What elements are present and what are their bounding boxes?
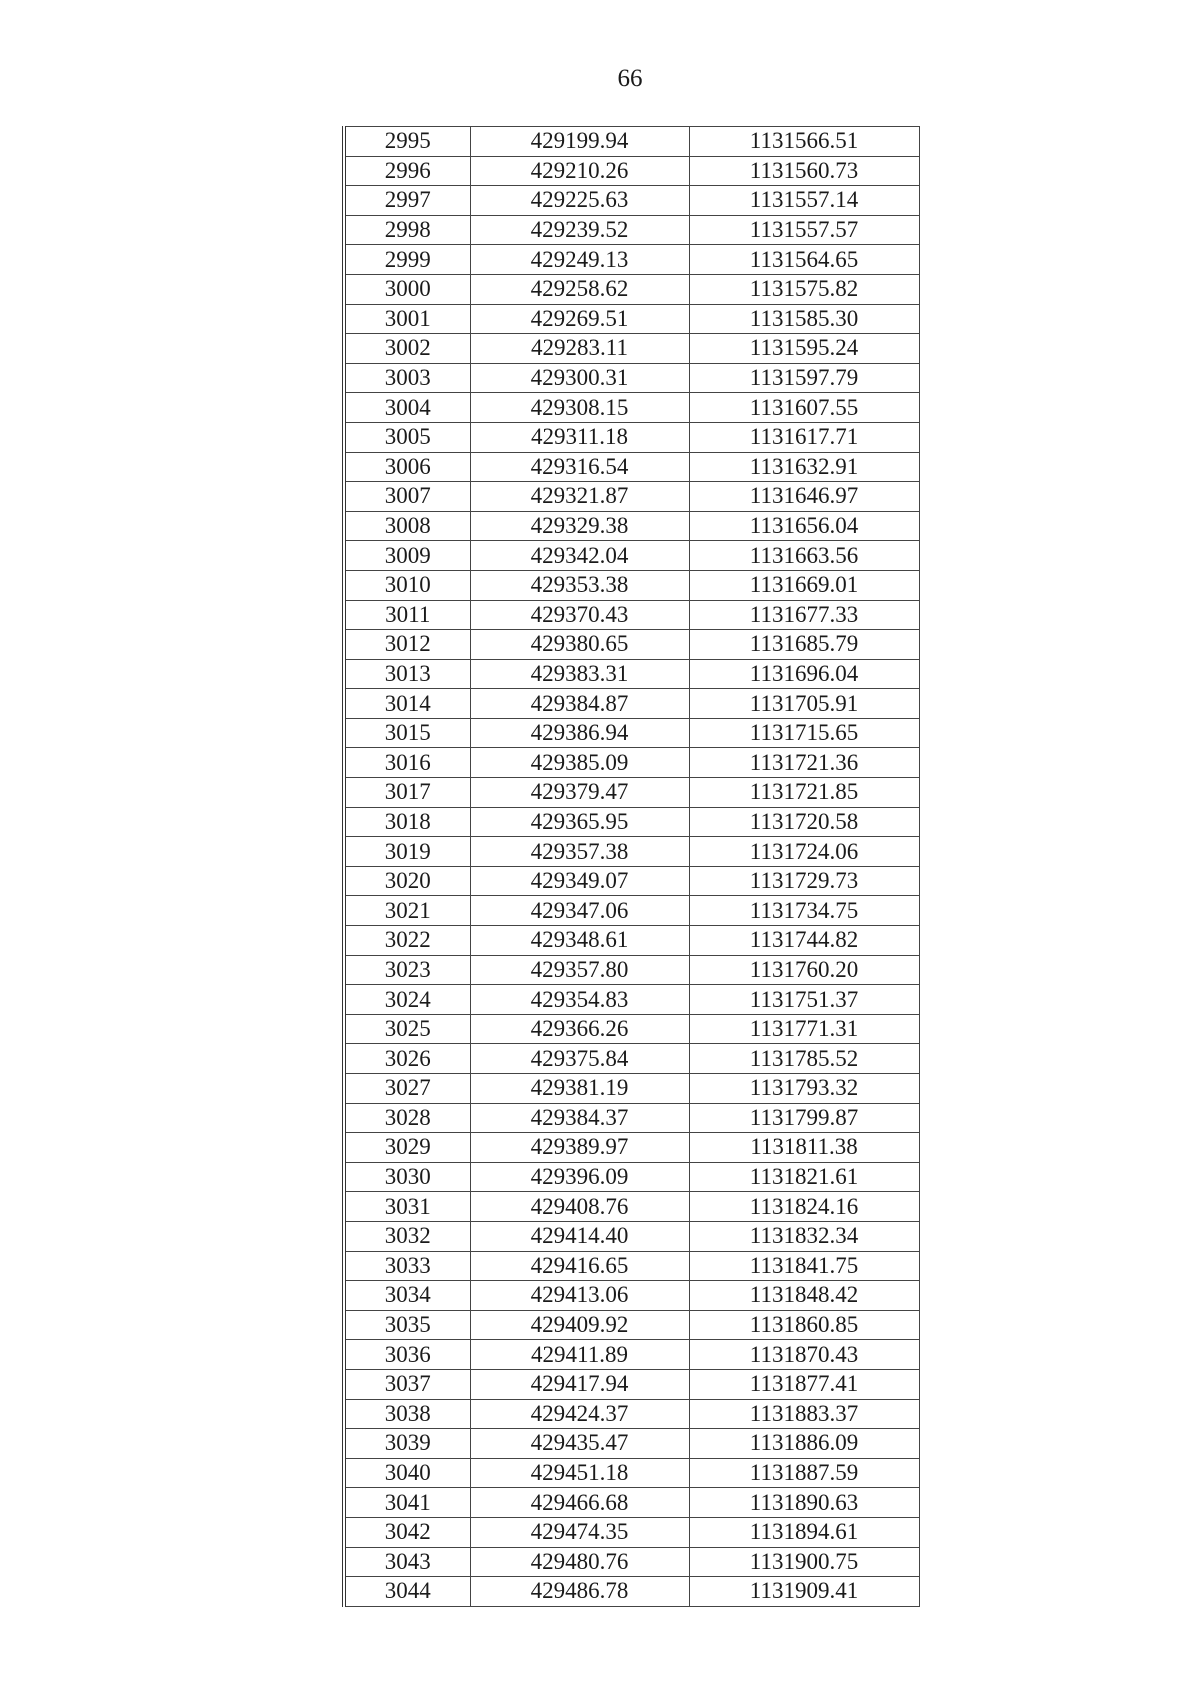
table-row	[344, 718, 919, 748]
point-number-cell: 3027	[344, 1074, 470, 1104]
table-row	[344, 1192, 919, 1222]
x-coordinate-cell: 429389.97	[470, 1133, 689, 1163]
table-row	[344, 1251, 919, 1281]
x-coordinate-cell: 429258.62	[470, 274, 689, 304]
y-coordinate-cell: 1131841.75	[689, 1251, 919, 1281]
y-coordinate-cell: 1131883.37	[689, 1399, 919, 1429]
point-number-cell: 3036	[344, 1340, 470, 1370]
y-coordinate-cell: 1131729.73	[689, 866, 919, 896]
x-coordinate-cell: 429283.11	[470, 334, 689, 364]
x-coordinate-cell: 429385.09	[470, 748, 689, 778]
y-coordinate-cell: 1131663.56	[689, 541, 919, 571]
y-coordinate-cell: 1131715.65	[689, 718, 919, 748]
point-number-cell: 3016	[344, 748, 470, 778]
y-coordinate-cell: 1131734.75	[689, 896, 919, 926]
table-row	[344, 955, 919, 985]
x-coordinate-cell: 429311.18	[470, 422, 689, 452]
y-coordinate-cell: 1131821.61	[689, 1162, 919, 1192]
point-number-cell: 3040	[344, 1458, 470, 1488]
point-number-cell: 3038	[344, 1399, 470, 1429]
point-number-cell: 3043	[344, 1547, 470, 1577]
x-coordinate-cell: 429411.89	[470, 1340, 689, 1370]
x-coordinate-cell: 429386.94	[470, 718, 689, 748]
x-coordinate-cell: 429239.52	[470, 215, 689, 245]
y-coordinate-cell: 1131656.04	[689, 511, 919, 541]
point-number-cell: 3039	[344, 1429, 470, 1459]
x-coordinate-cell: 429414.40	[470, 1221, 689, 1251]
point-number-cell: 3044	[344, 1577, 470, 1607]
table-row	[344, 511, 919, 541]
table-row	[344, 1162, 919, 1192]
x-coordinate-cell: 429269.51	[470, 304, 689, 334]
point-number-cell: 3028	[344, 1103, 470, 1133]
table-row	[344, 807, 919, 837]
y-coordinate-cell: 1131677.33	[689, 600, 919, 630]
x-coordinate-cell: 429480.76	[470, 1547, 689, 1577]
y-coordinate-cell: 1131595.24	[689, 334, 919, 364]
y-coordinate-cell: 1131870.43	[689, 1340, 919, 1370]
table-row	[344, 1488, 919, 1518]
x-coordinate-cell: 429396.09	[470, 1162, 689, 1192]
point-number-cell: 2996	[344, 156, 470, 186]
point-number-cell: 3003	[344, 363, 470, 393]
table-row	[344, 422, 919, 452]
table-row	[344, 1340, 919, 1370]
y-coordinate-cell: 1131909.41	[689, 1577, 919, 1607]
x-coordinate-cell: 429466.68	[470, 1488, 689, 1518]
table-row	[344, 570, 919, 600]
y-coordinate-cell: 1131886.09	[689, 1429, 919, 1459]
y-coordinate-cell: 1131560.73	[689, 156, 919, 186]
y-coordinate-cell: 1131890.63	[689, 1488, 919, 1518]
point-number-cell: 3010	[344, 570, 470, 600]
y-coordinate-cell: 1131617.71	[689, 422, 919, 452]
y-coordinate-cell: 1131721.36	[689, 748, 919, 778]
point-number-cell: 3009	[344, 541, 470, 571]
table-row	[344, 778, 919, 808]
table-row	[344, 1458, 919, 1488]
table-row	[344, 1044, 919, 1074]
point-number-cell: 3007	[344, 482, 470, 512]
x-coordinate-cell: 429435.47	[470, 1429, 689, 1459]
x-coordinate-cell: 429384.87	[470, 689, 689, 719]
table-row	[344, 334, 919, 364]
point-number-cell: 3001	[344, 304, 470, 334]
table-row	[344, 215, 919, 245]
y-coordinate-cell: 1131832.34	[689, 1221, 919, 1251]
point-number-cell: 3031	[344, 1192, 470, 1222]
x-coordinate-cell: 429486.78	[470, 1577, 689, 1607]
table-row	[344, 363, 919, 393]
table-row	[344, 186, 919, 216]
x-coordinate-cell: 429424.37	[470, 1399, 689, 1429]
y-coordinate-cell: 1131724.06	[689, 837, 919, 867]
point-number-cell: 3021	[344, 896, 470, 926]
x-coordinate-cell: 429384.37	[470, 1103, 689, 1133]
table-row	[344, 127, 919, 157]
point-number-cell: 3004	[344, 393, 470, 423]
y-coordinate-cell: 1131564.65	[689, 245, 919, 275]
y-coordinate-cell: 1131669.01	[689, 570, 919, 600]
point-number-cell: 3034	[344, 1281, 470, 1311]
y-coordinate-cell: 1131585.30	[689, 304, 919, 334]
x-coordinate-cell: 429249.13	[470, 245, 689, 275]
point-number-cell: 2998	[344, 215, 470, 245]
point-number-cell: 3037	[344, 1369, 470, 1399]
x-coordinate-cell: 429225.63	[470, 186, 689, 216]
point-number-cell: 3024	[344, 985, 470, 1015]
point-number-cell: 3005	[344, 422, 470, 452]
point-number-cell: 3023	[344, 955, 470, 985]
y-coordinate-cell: 1131575.82	[689, 274, 919, 304]
x-coordinate-cell: 429357.38	[470, 837, 689, 867]
x-coordinate-cell: 429409.92	[470, 1310, 689, 1340]
table-row	[344, 1281, 919, 1311]
x-coordinate-cell: 429474.35	[470, 1517, 689, 1547]
y-coordinate-cell: 1131721.85	[689, 778, 919, 808]
x-coordinate-cell: 429308.15	[470, 393, 689, 423]
table-row	[344, 1221, 919, 1251]
point-number-cell: 3026	[344, 1044, 470, 1074]
x-coordinate-cell: 429417.94	[470, 1369, 689, 1399]
point-number-cell: 3000	[344, 274, 470, 304]
x-coordinate-cell: 429383.31	[470, 659, 689, 689]
point-number-cell: 3017	[344, 778, 470, 808]
table-row	[344, 1369, 919, 1399]
x-coordinate-cell: 429353.38	[470, 570, 689, 600]
table-row	[344, 482, 919, 512]
table-row	[344, 1074, 919, 1104]
y-coordinate-cell: 1131557.14	[689, 186, 919, 216]
table-row	[344, 393, 919, 423]
point-number-cell: 2999	[344, 245, 470, 275]
y-coordinate-cell: 1131793.32	[689, 1074, 919, 1104]
table-row	[344, 630, 919, 660]
table-row	[344, 896, 919, 926]
y-coordinate-cell: 1131646.97	[689, 482, 919, 512]
x-coordinate-cell: 429379.47	[470, 778, 689, 808]
y-coordinate-cell: 1131811.38	[689, 1133, 919, 1163]
x-coordinate-cell: 429365.95	[470, 807, 689, 837]
x-coordinate-cell: 429354.83	[470, 985, 689, 1015]
point-number-cell: 3029	[344, 1133, 470, 1163]
table-row	[344, 1577, 919, 1607]
table-row	[344, 274, 919, 304]
point-number-cell: 3019	[344, 837, 470, 867]
point-number-cell: 3042	[344, 1517, 470, 1547]
point-number-cell: 3035	[344, 1310, 470, 1340]
table-row	[344, 748, 919, 778]
page-number: 66	[617, 65, 643, 92]
y-coordinate-cell: 1131557.57	[689, 215, 919, 245]
y-coordinate-cell: 1131900.75	[689, 1547, 919, 1577]
point-number-cell: 2997	[344, 186, 470, 216]
point-number-cell: 3030	[344, 1162, 470, 1192]
y-coordinate-cell: 1131771.31	[689, 1014, 919, 1044]
x-coordinate-cell: 429342.04	[470, 541, 689, 571]
point-number-cell: 3014	[344, 689, 470, 719]
y-coordinate-cell: 1131696.04	[689, 659, 919, 689]
table-row	[344, 1517, 919, 1547]
x-coordinate-cell: 429329.38	[470, 511, 689, 541]
x-coordinate-cell: 429413.06	[470, 1281, 689, 1311]
point-number-cell: 3008	[344, 511, 470, 541]
point-number-cell: 3025	[344, 1014, 470, 1044]
table-row	[344, 245, 919, 275]
point-number-cell: 3032	[344, 1221, 470, 1251]
table-row	[344, 1133, 919, 1163]
coordinates-table-body	[344, 127, 919, 1607]
table-row	[344, 1310, 919, 1340]
y-coordinate-cell: 1131751.37	[689, 985, 919, 1015]
y-coordinate-cell: 1131894.61	[689, 1517, 919, 1547]
x-coordinate-cell: 429416.65	[470, 1251, 689, 1281]
x-coordinate-cell: 429370.43	[470, 600, 689, 630]
x-coordinate-cell: 429375.84	[470, 1044, 689, 1074]
x-coordinate-cell: 429408.76	[470, 1192, 689, 1222]
table-row	[344, 866, 919, 896]
table-row	[344, 452, 919, 482]
y-coordinate-cell: 1131799.87	[689, 1103, 919, 1133]
x-coordinate-cell: 429451.18	[470, 1458, 689, 1488]
y-coordinate-cell: 1131632.91	[689, 452, 919, 482]
table-row	[344, 1399, 919, 1429]
coordinates-table	[342, 126, 920, 1607]
x-coordinate-cell: 429321.87	[470, 482, 689, 512]
y-coordinate-cell: 1131860.85	[689, 1310, 919, 1340]
table-row	[344, 659, 919, 689]
x-coordinate-cell: 429316.54	[470, 452, 689, 482]
y-coordinate-cell: 1131566.51	[689, 127, 919, 157]
point-number-cell: 3015	[344, 718, 470, 748]
table-row	[344, 1547, 919, 1577]
x-coordinate-cell: 429381.19	[470, 1074, 689, 1104]
point-number-cell: 3033	[344, 1251, 470, 1281]
point-number-cell: 2995	[344, 127, 470, 157]
point-number-cell: 3002	[344, 334, 470, 364]
y-coordinate-cell: 1131744.82	[689, 926, 919, 956]
y-coordinate-cell: 1131824.16	[689, 1192, 919, 1222]
x-coordinate-cell: 429300.31	[470, 363, 689, 393]
table-row	[344, 600, 919, 630]
y-coordinate-cell: 1131887.59	[689, 1458, 919, 1488]
point-number-cell: 3012	[344, 630, 470, 660]
y-coordinate-cell: 1131785.52	[689, 1044, 919, 1074]
y-coordinate-cell: 1131877.41	[689, 1369, 919, 1399]
y-coordinate-cell: 1131597.79	[689, 363, 919, 393]
table-row	[344, 541, 919, 571]
x-coordinate-cell: 429199.94	[470, 127, 689, 157]
point-number-cell: 3041	[344, 1488, 470, 1518]
y-coordinate-cell: 1131607.55	[689, 393, 919, 423]
table-row	[344, 837, 919, 867]
x-coordinate-cell: 429349.07	[470, 866, 689, 896]
point-number-cell: 3018	[344, 807, 470, 837]
y-coordinate-cell: 1131685.79	[689, 630, 919, 660]
x-coordinate-cell: 429357.80	[470, 955, 689, 985]
point-number-cell: 3022	[344, 926, 470, 956]
point-number-cell: 3013	[344, 659, 470, 689]
table-row	[344, 926, 919, 956]
table-row	[344, 156, 919, 186]
x-coordinate-cell: 429210.26	[470, 156, 689, 186]
table-row	[344, 985, 919, 1015]
table-row	[344, 1103, 919, 1133]
x-coordinate-cell: 429380.65	[470, 630, 689, 660]
table-row	[344, 304, 919, 334]
y-coordinate-cell: 1131848.42	[689, 1281, 919, 1311]
x-coordinate-cell: 429366.26	[470, 1014, 689, 1044]
x-coordinate-cell: 429348.61	[470, 926, 689, 956]
y-coordinate-cell: 1131720.58	[689, 807, 919, 837]
point-number-cell: 3006	[344, 452, 470, 482]
table-row	[344, 1429, 919, 1459]
table-row	[344, 1014, 919, 1044]
y-coordinate-cell: 1131705.91	[689, 689, 919, 719]
y-coordinate-cell: 1131760.20	[689, 955, 919, 985]
point-number-cell: 3020	[344, 866, 470, 896]
x-coordinate-cell: 429347.06	[470, 896, 689, 926]
point-number-cell: 3011	[344, 600, 470, 630]
table-row	[344, 689, 919, 719]
